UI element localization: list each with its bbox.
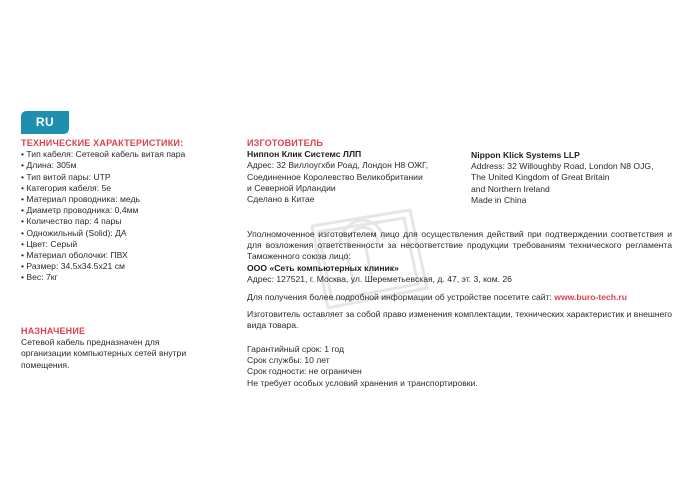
warranty-section	[247, 344, 672, 389]
manufacturer-address-ru-line: Сделано в Китае	[247, 194, 315, 205]
specs-list	[21, 149, 241, 283]
warranty-line: Не требует особых условий хранения и транспортировки.	[247, 377, 478, 388]
language-badge	[21, 111, 69, 134]
spec-item: • Длина: 305м	[21, 160, 241, 171]
manufacturer-address-ru-line: и Северной Ирландии	[247, 182, 336, 193]
website-link[interactable]: www.buro-tech.ru	[554, 292, 628, 302]
manufacturer-heading: ИЗГОТОВИТЕЛЬ	[247, 138, 324, 148]
spec-item: • Материал проводника: медь	[21, 194, 241, 205]
manufacturer-address-en-line: and Northern Ireland	[471, 183, 550, 194]
language-badge-label: RU	[35, 115, 55, 129]
specs-heading: ТЕХНИЧЕСКИЕ ХАРАКТЕРИСТИКИ:	[21, 138, 184, 148]
authorized-section	[247, 229, 672, 285]
spec-item: • Категория кабеля: 5е	[21, 183, 241, 194]
manufacturer-address-en-line: Address: 32 Willoughby Road, London N8 OJG,	[471, 161, 654, 172]
spec-item: • Тип витой пары: UTP	[21, 172, 241, 183]
manufacturer-address-ru-line: Соединенное Королевство Великобритании	[247, 171, 423, 182]
warranty-line: Гарантийный срок: 1 год	[247, 344, 345, 354]
spec-item: • Количество пар: 4 пары	[21, 216, 241, 227]
spec-item: • Одножильный (Solid): ДА	[21, 228, 241, 239]
more-info-section	[247, 292, 672, 303]
spec-item: • Материал оболочки: ПВХ	[21, 250, 241, 261]
manufacturer-address-en-line: The United Kingdom of Great Britain	[471, 172, 610, 183]
manufacturer-name-ru: Ниппон Клик Системс ЛЛП	[247, 149, 362, 160]
authorized-text: Уполномоченное изготовителем лицо для осуществления действий при подтверждении соответствия и для возложения ответственности за несоответствие продукции требованиям технического регламента Таможенного союза лицо:	[247, 229, 672, 262]
manufacturer-name-en: Nippon Klick Systems LLP	[471, 150, 580, 160]
manufacturer-ru-section	[247, 138, 467, 205]
authorized-address: Адрес: 127521, г. Москва, ул. Шереметьевская, д. 47, эт. 3, ком. 26	[247, 273, 512, 284]
spec-item: • Тип кабеля: Сетевой кабель витая пара	[21, 149, 241, 160]
purpose-heading: НАЗНАЧЕНИЕ	[21, 326, 86, 336]
warranty-line: Срок годности: не ограничен	[247, 366, 362, 377]
reserve-note: Изготовитель оставляет за собой право изменения комплектации, технических характеристик и внешнего вида товара.	[247, 309, 672, 331]
purpose-section	[21, 326, 211, 371]
specs-section	[21, 138, 241, 284]
spec-item: • Вес: 7кг	[21, 272, 241, 283]
more-info-text: Для получения более подробной информации об устройстве посетите сайт:	[247, 292, 552, 302]
spec-item: • Цвет: Серый	[21, 239, 241, 250]
warranty-line: Срок службы: 10 лет	[247, 355, 330, 366]
authorized-company: ООО «Сеть компьютерных клиник»	[247, 262, 399, 273]
manufacturer-address-en-line: Made in China	[471, 194, 527, 205]
spec-item: • Размер: 34.5x34.5x21 см	[21, 261, 241, 272]
purpose-text: Сетевой кабель предназначен для организации компьютерных сетей внутри помещения.	[21, 337, 187, 370]
spec-item: • Диаметр проводника: 0,4мм	[21, 205, 241, 216]
manufacturer-en-section	[471, 150, 686, 206]
manufacturer-address-ru-line: Адрес: 32 Виллоугхби Роад, Лондон Н8 ОЖГ,	[247, 160, 428, 171]
